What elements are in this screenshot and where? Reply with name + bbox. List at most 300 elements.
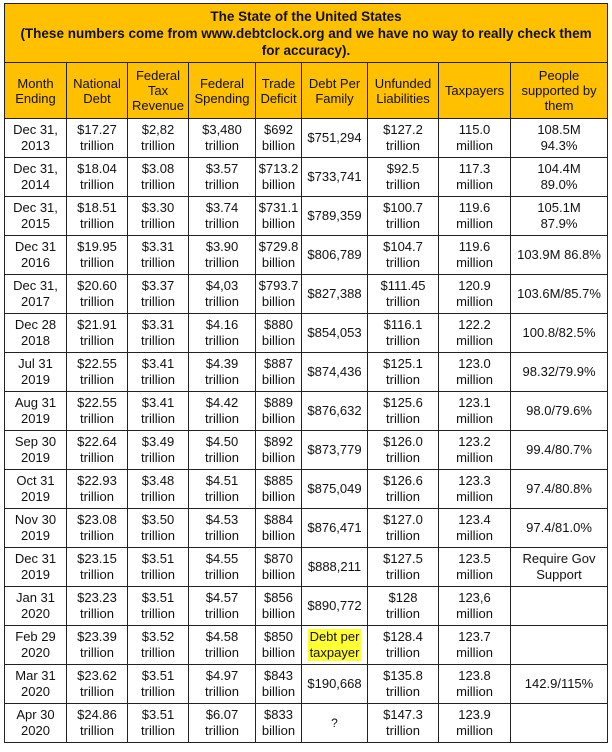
table-cell: [256, 470, 302, 509]
cell-line: trillion: [141, 411, 175, 426]
debt-table-wrapper: [4, 3, 607, 743]
table-row: [5, 704, 608, 743]
cell-line: $111.45: [380, 278, 426, 293]
cell-line: trillion: [205, 567, 239, 582]
table-cell: [5, 470, 67, 509]
cell-line: $856: [264, 590, 293, 605]
table-cell: [128, 509, 189, 548]
cell-line: $135.8: [383, 668, 423, 683]
table-cell: [302, 275, 368, 314]
table-row: [5, 548, 608, 587]
table-cell: [302, 665, 368, 704]
table-cell: [439, 626, 511, 665]
cell-line: $880: [264, 317, 293, 332]
cell-line: trillion: [205, 606, 239, 621]
table-cell: [439, 704, 511, 743]
table-cell: [368, 158, 439, 197]
cell-line: $127.2: [383, 122, 423, 137]
table-cell: [128, 665, 189, 704]
cell-line: $23.23: [77, 590, 117, 605]
cell-line: million: [456, 684, 493, 699]
cell-line: $843: [264, 668, 293, 683]
cell-line: Jan 31: [15, 590, 56, 605]
table-cell: [128, 470, 189, 509]
cell-line: 89.0%: [540, 177, 578, 192]
cell-line: 123.2: [458, 434, 491, 449]
cell-line: $100.7: [383, 200, 423, 215]
column-header-line: Debt: [83, 90, 111, 106]
table-cell: [67, 353, 128, 392]
cell-line: 2019: [21, 411, 50, 426]
cell-line: 142.9/115%: [524, 676, 594, 691]
cell-line: $3.48: [141, 473, 175, 488]
cell-line: $19.95: [77, 239, 117, 254]
table-cell: [439, 197, 511, 236]
cell-line: 2019: [21, 567, 50, 582]
table-cell: [189, 236, 256, 275]
table-cell: [302, 197, 368, 236]
table-cell: [256, 236, 302, 275]
cell-line: 94.3%: [540, 138, 578, 153]
cell-line: trillion: [386, 216, 420, 231]
table-cell: [302, 704, 368, 743]
cell-line: trillion: [205, 372, 239, 387]
cell-line: $806,789: [307, 247, 362, 262]
cell-line: million: [456, 645, 493, 660]
cell-line: trillion: [205, 489, 239, 504]
cell-line: billion: [261, 333, 296, 348]
cell-line: $3.74: [205, 200, 239, 215]
cell-line: 98.32/79.9%: [522, 364, 596, 379]
cell-line: $827,388: [307, 286, 362, 301]
table-cell: [189, 197, 256, 236]
cell-line: $147.3: [383, 707, 423, 722]
table-cell: [128, 158, 189, 197]
cell-line: million: [456, 294, 493, 309]
table-cell: [67, 392, 128, 431]
table-cell: [128, 314, 189, 353]
cell-line: $751,294: [307, 130, 362, 145]
cell-line: $713.2: [258, 161, 299, 176]
column-header: [439, 63, 511, 119]
cell-line: trillion: [386, 567, 420, 582]
cell-line: $876,632: [307, 403, 362, 418]
title-line-2: (These numbers come from www.debtclock.org and we have no way to really check them for accuracy).: [20, 25, 592, 58]
cell-line: $20.60: [77, 278, 117, 293]
table-cell: [67, 431, 128, 470]
cell-line: trillion: [141, 567, 175, 582]
table-cell: [189, 509, 256, 548]
cell-line: trillion: [386, 411, 420, 426]
cell-line: $3.41: [141, 395, 175, 410]
cell-line: $892: [264, 434, 293, 449]
table-row: [5, 119, 608, 158]
cell-line: $190,668: [307, 676, 362, 691]
table-cell: [5, 704, 67, 743]
table-cell: [67, 626, 128, 665]
table-cell: [67, 236, 128, 275]
cell-line: million: [456, 216, 493, 231]
table-cell: [189, 704, 256, 743]
title-line-1: The State of the United States: [210, 8, 402, 24]
cell-line: trillion: [205, 138, 239, 153]
table-cell: [256, 158, 302, 197]
cell-line: $4.51: [205, 473, 239, 488]
cell-line: million: [456, 333, 493, 348]
cell-line: trillion: [141, 606, 175, 621]
table-cell: [439, 158, 511, 197]
cell-line: Mar 31: [15, 668, 56, 683]
cell-line: Dec 31: [14, 239, 57, 254]
cell-line: 2019: [21, 489, 50, 504]
cell-line: $876,471: [307, 520, 362, 535]
table-cell: [128, 275, 189, 314]
cell-line: 117.3: [458, 161, 491, 176]
table-cell: [67, 587, 128, 626]
cell-line: Nov 30: [14, 512, 57, 527]
cell-line: $793.7: [258, 278, 299, 293]
cell-line: ?: [331, 716, 338, 730]
cell-line: $4.50: [205, 434, 239, 449]
table-cell: [302, 158, 368, 197]
cell-line: $128: [388, 590, 418, 605]
cell-line: $885: [264, 473, 293, 488]
cell-line: trillion: [141, 372, 175, 387]
cell-line: $3.51: [141, 551, 175, 566]
cell-line: 120.9: [458, 278, 491, 293]
cell-line: trillion: [386, 489, 420, 504]
cell-line: trillion: [386, 294, 420, 309]
cell-line: billion: [261, 138, 296, 153]
cell-line: trillion: [386, 645, 420, 660]
state-of-us-table: [4, 3, 608, 743]
cell-line: 103.6M/85.7%: [517, 286, 601, 301]
cell-line: million: [456, 528, 493, 543]
cell-line: $128.4: [383, 629, 423, 644]
cell-line: trillion: [386, 177, 420, 192]
cell-line: billion: [261, 255, 296, 270]
table-cell: [511, 197, 608, 236]
table-cell: [439, 548, 511, 587]
cell-line: $116.1: [383, 317, 423, 332]
cell-line: 123,6: [458, 590, 491, 605]
cell-line: trillion: [80, 528, 114, 543]
cell-line: million: [456, 567, 493, 582]
table-cell: [128, 119, 189, 158]
cell-line: $4.55: [205, 551, 239, 566]
cell-line: trillion: [205, 723, 239, 738]
cell-line: $125.6: [383, 395, 423, 410]
cell-line: million: [456, 450, 493, 465]
table-cell: [302, 353, 368, 392]
table-cell: [5, 119, 67, 158]
table-cell: [511, 236, 608, 275]
cell-line: $3.31: [141, 239, 175, 254]
table-cell: [368, 626, 439, 665]
cell-line: trillion: [141, 723, 175, 738]
cell-line: 2020: [21, 645, 50, 660]
cell-line: $873,779: [307, 442, 362, 457]
table-cell: [5, 275, 67, 314]
cell-line: $850: [264, 629, 293, 644]
cell-line: billion: [261, 723, 296, 738]
cell-line: trillion: [141, 138, 175, 153]
column-header: [256, 63, 302, 119]
cell-line: 123.7: [458, 629, 491, 644]
cell-line: Aug 31: [14, 395, 57, 410]
table-cell: [5, 431, 67, 470]
column-header-line: supported by: [521, 83, 597, 98]
cell-line: trillion: [80, 255, 114, 270]
table-cell: [302, 392, 368, 431]
cell-line: $890,772: [307, 598, 362, 613]
cell-line: $4.97: [205, 668, 239, 683]
cell-line: 122.2: [458, 317, 491, 332]
cell-line: trillion: [205, 411, 239, 426]
cell-line: $18.04: [77, 161, 117, 176]
cell-line: trillion: [141, 177, 175, 192]
column-header-line: Ending: [15, 90, 56, 106]
cell-line: billion: [261, 528, 296, 543]
cell-line: $3.57: [205, 161, 239, 176]
cell-line: billion: [261, 294, 296, 309]
table-row: [5, 431, 608, 470]
table-cell: [256, 197, 302, 236]
cell-line: million: [456, 255, 493, 270]
cell-line: trillion: [205, 177, 239, 192]
cell-line: trillion: [205, 645, 239, 660]
cell-line: $23.08: [77, 512, 117, 527]
cell-line: $4.53: [205, 512, 239, 527]
cell-line: million: [456, 606, 493, 621]
table-cell: [67, 470, 128, 509]
cell-line: trillion: [80, 567, 114, 582]
column-header-line: Taxpayers: [444, 83, 505, 98]
cell-line: trillion: [141, 255, 175, 270]
cell-line: trillion: [80, 177, 114, 192]
table-cell: [5, 197, 67, 236]
cell-line: $3.37: [141, 278, 175, 293]
cell-line: 123.1: [458, 395, 491, 410]
cell-line: trillion: [141, 489, 175, 504]
table-cell: [511, 665, 608, 704]
cell-line: Apr 30: [16, 707, 55, 722]
table-cell: [302, 626, 368, 665]
cell-line: $888,211: [307, 559, 362, 574]
cell-line: $126.6: [383, 473, 423, 488]
table-cell: [5, 587, 67, 626]
cell-line: $23.39: [77, 629, 117, 644]
column-header: [5, 63, 67, 119]
cell-line: 123.8: [458, 668, 491, 683]
cell-line: billion: [261, 606, 296, 621]
cell-line: $3.30: [141, 200, 175, 215]
table-cell: [302, 431, 368, 470]
cell-line: $884: [264, 512, 293, 527]
cell-line: trillion: [386, 723, 420, 738]
table-cell: [302, 119, 368, 158]
table-cell: [256, 353, 302, 392]
cell-line: billion: [261, 489, 296, 504]
cell-line: trillion: [386, 606, 420, 621]
table-row: [5, 470, 608, 509]
table-cell: [368, 665, 439, 704]
cell-line: trillion: [205, 333, 239, 348]
table-cell: [256, 314, 302, 353]
cell-line: Sep 30: [14, 434, 57, 449]
cell-line: trillion: [80, 684, 114, 699]
table-cell: [189, 587, 256, 626]
table-row: [5, 509, 608, 548]
table-cell: [5, 392, 67, 431]
cell-line: 2019: [21, 450, 50, 465]
cell-line: trillion: [205, 294, 239, 309]
cell-line: trillion: [386, 138, 420, 153]
table-body: [5, 119, 608, 743]
table-cell: [67, 275, 128, 314]
column-header-line: Deficit: [260, 90, 297, 106]
column-header: [368, 63, 439, 119]
cell-line: 87.9%: [540, 216, 578, 231]
cell-line: 119.6: [458, 200, 491, 215]
table-cell: [5, 314, 67, 353]
table-row: [5, 236, 608, 275]
table-cell: [128, 548, 189, 587]
cell-line: $22.55: [77, 395, 117, 410]
cell-line: Require Gov: [522, 551, 596, 566]
table-cell: [368, 314, 439, 353]
cell-line: $4.39: [205, 356, 239, 371]
cell-line: $887: [264, 356, 293, 371]
table-cell: [67, 197, 128, 236]
table-cell: [189, 626, 256, 665]
table-cell: [368, 236, 439, 275]
cell-line: $92.5: [386, 161, 420, 176]
cell-line: trillion: [80, 138, 114, 153]
table-cell: [256, 509, 302, 548]
cell-line: $23.15: [77, 551, 117, 566]
cell-line: 2014: [21, 177, 50, 192]
table-cell: [128, 587, 189, 626]
cell-line: trillion: [141, 528, 175, 543]
table-row: [5, 665, 608, 704]
table-cell: [67, 704, 128, 743]
table-row: [5, 314, 608, 353]
table-cell: [302, 314, 368, 353]
cell-line: trillion: [205, 216, 239, 231]
table-cell: [256, 275, 302, 314]
cell-line: $125.1: [383, 356, 423, 371]
table-cell: [511, 509, 608, 548]
cell-line: 98.0/79.6%: [526, 403, 592, 418]
cell-line: 103.9M 86.8%: [517, 247, 601, 262]
cell-line: 100.8/82.5%: [522, 325, 596, 340]
cell-line: Dec 31,: [13, 200, 58, 215]
cell-line: million: [456, 411, 493, 426]
cell-line: Feb 29: [15, 629, 56, 644]
cell-line: million: [456, 138, 493, 153]
cell-line: trillion: [386, 684, 420, 699]
cell-line: $18.51: [77, 200, 117, 215]
cell-line: trillion: [386, 450, 420, 465]
cell-line: trillion: [141, 216, 175, 231]
cell-line: trillion: [80, 645, 114, 660]
cell-line: $104.7: [383, 239, 423, 254]
table-cell: [368, 509, 439, 548]
table-cell: [439, 509, 511, 548]
column-header: [302, 63, 368, 119]
table-row: [5, 626, 608, 665]
cell-line: 123.0: [458, 356, 491, 371]
cell-line: trillion: [205, 255, 239, 270]
cell-line: $833: [264, 707, 293, 722]
column-header-line: Unfunded: [374, 75, 432, 91]
cell-line: trillion: [205, 684, 239, 699]
cell-line: $3,480: [202, 122, 242, 137]
column-header-line: Family: [315, 90, 354, 106]
table-row: [5, 275, 608, 314]
cell-line: 2020: [21, 684, 50, 699]
cell-line: trillion: [80, 372, 114, 387]
cell-line: billion: [261, 567, 296, 582]
table-cell: [5, 665, 67, 704]
cell-line: trillion: [141, 645, 175, 660]
table-cell: [256, 665, 302, 704]
cell-line: $874,436: [307, 364, 362, 379]
cell-line: $6.07: [205, 707, 239, 722]
cell-line: trillion: [80, 606, 114, 621]
column-header: [67, 63, 128, 119]
table-cell: [5, 626, 67, 665]
table-cell: [256, 704, 302, 743]
column-header-line: National: [73, 75, 121, 91]
table-cell: [189, 548, 256, 587]
cell-line: trillion: [386, 528, 420, 543]
column-header-line: Revenue: [131, 98, 185, 113]
cell-line: billion: [261, 450, 296, 465]
cell-line: Dec 31: [14, 551, 57, 566]
cell-line: trillion: [141, 450, 175, 465]
cell-line: 2015: [21, 216, 50, 231]
table-cell: [128, 197, 189, 236]
cell-line: Dec 31,: [13, 278, 58, 293]
cell-line: $3.49: [141, 434, 175, 449]
cell-line: trillion: [141, 294, 175, 309]
table-cell: [368, 353, 439, 392]
cell-line: 97.4/81.0%: [526, 520, 592, 535]
table-cell: [368, 275, 439, 314]
table-cell: [368, 470, 439, 509]
table-cell: [67, 119, 128, 158]
cell-line: 2019: [21, 372, 50, 387]
cell-line: $875,049: [307, 481, 362, 496]
table-cell: [128, 704, 189, 743]
cell-line: 119.6: [458, 239, 491, 254]
cell-line: $22.93: [77, 473, 117, 488]
cell-line: $127.0: [383, 512, 423, 527]
table-cell: [302, 587, 368, 626]
cell-line: 2019: [21, 528, 50, 543]
cell-line: million: [456, 372, 493, 387]
table-cell: [511, 119, 608, 158]
column-header: [511, 63, 608, 119]
table-cell: [5, 236, 67, 275]
cell-line: $22.55: [77, 356, 117, 371]
cell-line: trillion: [205, 450, 239, 465]
cell-line: Dec 31,: [13, 161, 58, 176]
column-header-line: Month: [17, 75, 54, 91]
cell-line: $3.41: [141, 356, 175, 371]
